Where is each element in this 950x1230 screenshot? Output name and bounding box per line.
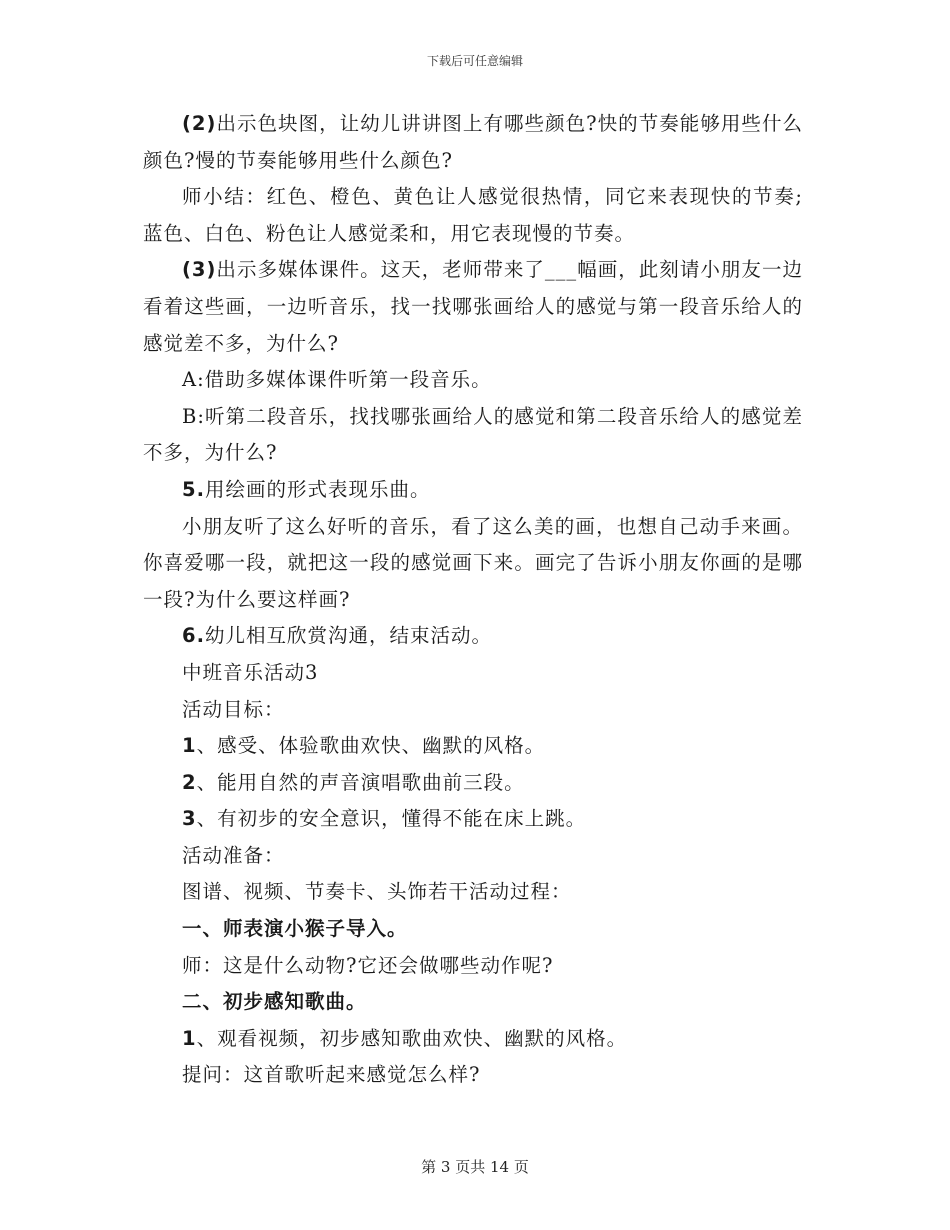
activity-title — [143, 655, 803, 692]
paragraph-text: 、能用自然的声音演唱歌曲前三段。 — [196, 770, 525, 794]
paragraph-text: 一、师表演小猴子导入。 — [182, 917, 408, 941]
paragraph-text: 出示色块图，让幼儿讲讲图上有哪些颜色?快的节奏能够用些什么颜色?慢的节奏能够用些什么颜色? — [143, 112, 803, 172]
paragraph-text: 、感受、体验歌曲欢快、幽默的风格。 — [196, 734, 546, 758]
paragraph-section-6 — [143, 618, 803, 655]
preparation-text — [143, 874, 803, 911]
paragraph-multimedia — [143, 252, 803, 362]
page-header: 下载后可任意编辑 — [426, 54, 523, 68]
paragraph-text: 图谱、视频、节奏卡、头饰若干活动过程： — [182, 880, 572, 904]
paragraph-text: 师小结：红色、橙色、黄色让人感觉很热情，同它来表现快的节奏;蓝色、白色、粉色让人感觉柔和，用它表现慢的节奏。 — [143, 185, 803, 245]
objective-item-3 — [143, 801, 803, 838]
item-number: 1 — [182, 734, 197, 758]
item-number: 2 — [182, 770, 197, 794]
paragraph-teacher-summary — [143, 179, 803, 252]
paragraph-text: A:借助多媒体课件听第一段音乐。 — [182, 368, 492, 392]
objective-item-2 — [143, 765, 803, 802]
paragraph-text: 小朋友听了这么好听的音乐，看了这么美的画，也想自己动手来画。你喜爱哪一段，就把这一段的感觉画下来。画完了告诉小朋友你画的是哪一段?为什么要这样画? — [143, 514, 803, 611]
paragraph-step-b — [143, 399, 803, 472]
paragraph-color-blocks — [143, 106, 803, 179]
paragraph-step-a — [143, 362, 803, 399]
section-heading-2 — [143, 984, 803, 1021]
step-item-1 — [143, 1021, 803, 1058]
paragraph-text: 活动准备： — [182, 843, 285, 867]
objectives-heading — [143, 692, 803, 729]
paragraph-text: 师：这是什么动物?它还会做哪些动作呢? — [182, 953, 554, 977]
item-number: (3) — [182, 258, 217, 282]
paragraph-text: 活动目标： — [182, 697, 285, 721]
paragraph-text: 中班音乐活动3 — [182, 660, 319, 684]
paragraph-text: B:听第二段音乐，找找哪张画给人的感觉和第二段音乐给人的感觉差不多，为什么? — [143, 404, 803, 465]
preparation-heading — [143, 838, 803, 875]
teacher-question — [143, 948, 803, 985]
question-item — [143, 1057, 803, 1094]
paragraph-text: 、有初步的安全意识，懂得不能在床上跳。 — [196, 807, 587, 831]
item-number: 1 — [182, 1026, 197, 1050]
paragraph-text: 二、初步感知歌曲。 — [182, 990, 367, 1014]
page-footer: 第 3 页共 14 页 — [421, 1158, 529, 1176]
paragraph-text: 幼儿相互欣赏沟通，结束活动。 — [204, 624, 492, 648]
objective-item-1 — [143, 728, 803, 765]
paragraph-drawing — [143, 509, 803, 619]
section-heading-1 — [143, 911, 803, 948]
item-number: (2) — [182, 112, 217, 135]
document-body — [143, 106, 803, 1094]
paragraph-text: 、观看视频，初步感知歌曲欢快、幽默的风格。 — [196, 1026, 628, 1050]
item-number: 5. — [182, 477, 205, 501]
paragraph-text: 提问：这首歌听起来感觉怎么样? — [182, 1063, 481, 1087]
paragraph-text: 用绘画的形式表现乐曲。 — [204, 477, 431, 501]
item-number: 6. — [182, 624, 205, 648]
paragraph-section-5 — [143, 472, 803, 509]
item-number: 3 — [182, 807, 197, 831]
paragraph-text: 出示多媒体课件。这天，老师带来了___幅画，此刻请小朋友一边看着这些画，一边听音乐，找一找哪张画给人的感觉与第一段音乐给人的感觉差不多，为什么? — [143, 258, 803, 355]
